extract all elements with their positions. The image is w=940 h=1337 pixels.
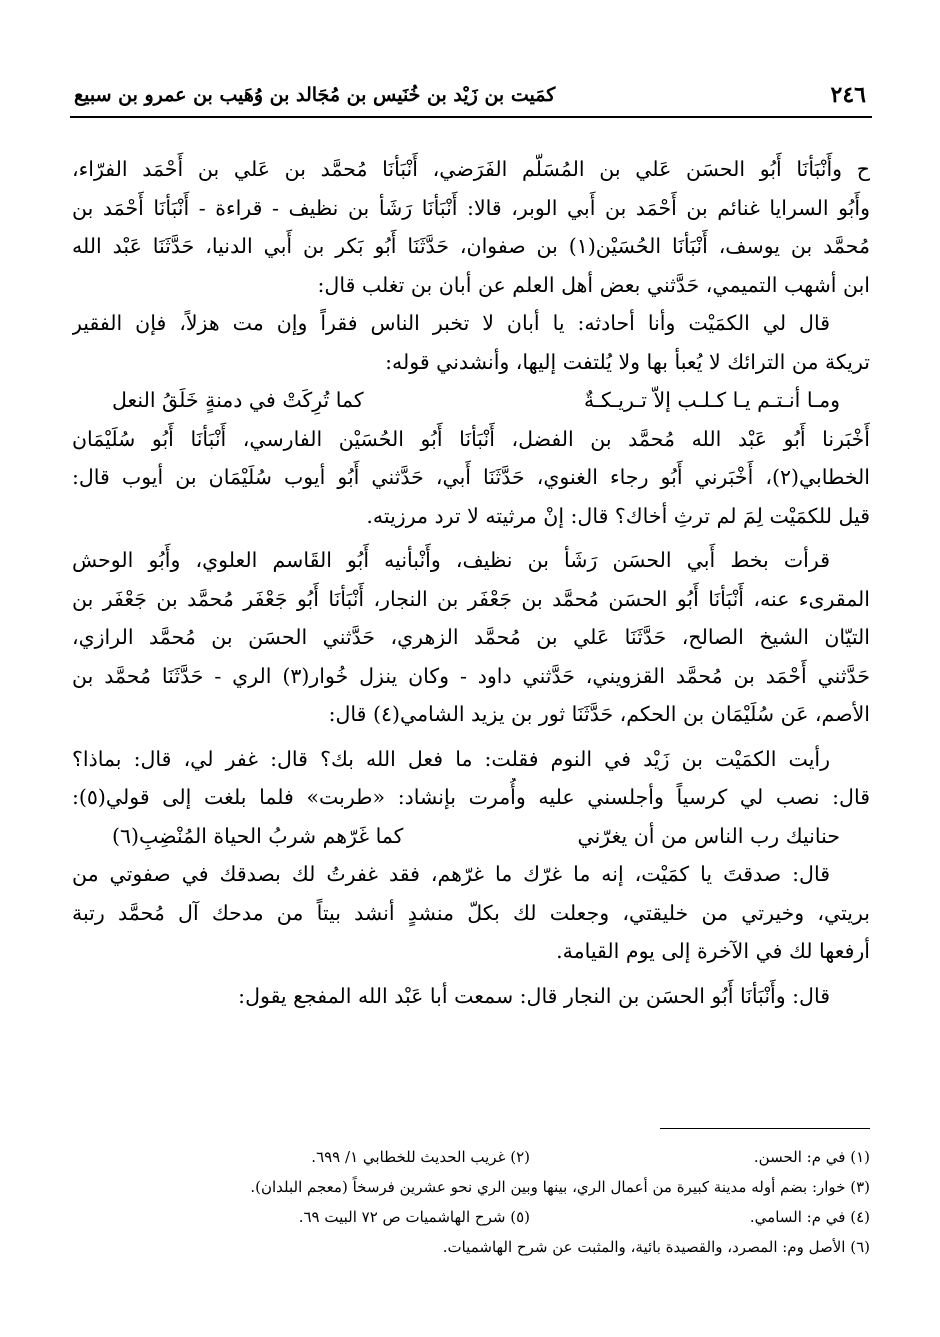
- text-line: رأيت الكمَيْت بن زَيْد في النوم فقلت: ما فعل الله بك؟ قال: غفر لي، قال: بماذا؟: [72, 746, 830, 771]
- text-line: التيّان الشيخ الصالح، حَدَّثَنَا عَلي بن مُحمَّد الزهري، حَدَّثني الحسَن بن مُحمَّد الرازي،: [72, 625, 870, 649]
- page-number: ٢٤٦: [830, 82, 866, 108]
- text-line: قيل للكمَيْت لِمَ لم ترثِ أخاك؟ قال: إنْ مرثيته لا ترد مرزيته.: [366, 503, 870, 528]
- text-line: ابن أشهب التميمي، حَدَّثني بعض أهل العلم عن أبان بن تغلب قال:: [317, 272, 870, 297]
- text-line: قال: نصب لي كرسياً وأجلسني عليه وأُمرت بإنشاد: «طربت» فلما بلغت إلى قولي(٥):: [72, 785, 870, 809]
- text-line: تريكة من الترائك لا يُعبأ بها ولا يُلتفت إليها، وأنشدني قوله:: [385, 349, 870, 374]
- poem-hemistich-first: ومـا أنـتـم يـا كـلـب إلاّ تـريـكـةٌ: [583, 388, 840, 412]
- footnote-4: (٤) في م: السامي.: [749, 1208, 870, 1226]
- text-line: قال لي الكمَيْت وأنا أحادثه: يا أبان لا تخبر الناس فقراً وإن مت هزلاً، فإن الفقير: [72, 311, 830, 335]
- text-line: أرفعها لك في الآخرة إلى يوم القيامة.: [556, 939, 870, 963]
- text-line: قرأت بخط أَبي الحسَن رَشَأ بن نظيف، وأَنْبأنيه أَبُو القَاسم العلوي، وأَبُو الوحش: [72, 548, 830, 572]
- running-title: كمَيت بن زَيْد بن خُنَيس بن مُجَالد بن وُهَيب بن عمرو بن سبيع: [74, 84, 556, 106]
- footnote-row: [72, 1232, 870, 1262]
- page-header: [70, 76, 872, 118]
- poem-verse: [72, 817, 870, 856]
- text-line: قال: وأَنْبَأنَا أَبُو الحسَن بن النجار قال: سمعت أبا عَبْد الله المفجع يقول:: [238, 983, 830, 1008]
- text-line: المقرىء عنه، أَنْبَأنَا أَبُو الحسَن مُحمَّد بن جَعْفَر بن النجار، أَنْبَأنَا أَبُو جَعْفَر مُحمَّد بن جَعْفَر بن: [72, 586, 870, 611]
- footnote-5: (٥) شرح الهاشميات ص ٧٢ البيت ٦٩.: [298, 1208, 530, 1226]
- poem-hemistich-second: كما غَرّهم شربُ الحياة المُنْضِبِ(٦): [112, 823, 404, 848]
- footnote-row: [72, 1202, 870, 1232]
- poem-hemistich-second: كما تُرِكَتْ في دمنةٍ خَلَقُ النعل: [112, 388, 364, 412]
- text-line: الأصم، عَن سُلَيْمَان بن الحكم، حَدَّثَنَا ثور بن يزيد الشامي(٤) قال:: [328, 702, 870, 726]
- text-line: قال: صدقتَ يا كمَيْت، إنه ما غرّك ما غرّهم، فقد غفرتُ لك بصدقك في صفوتي من: [72, 862, 830, 886]
- poem-hemistich-first: حنانيك رب الناس من أن يغرّني: [577, 823, 840, 848]
- text-line: الخطابي(٢)، أَخْبَرني أَبُو رجاء الغنوي، حَدَّثَنَا أَبي، حَدَّثني أَبُو أيوب سُلَيْمَان بن أيوب قال:: [72, 465, 870, 489]
- main-text: [72, 150, 870, 1015]
- footnote-6: (٦) الأصل وم: المصرد، والقصيدة بائية، والمثبت عن شرح الهاشميات.: [442, 1238, 870, 1256]
- footnote-1: (١) في م: الحسن.: [753, 1148, 870, 1166]
- poem-verse: [72, 381, 870, 420]
- text-line: حَدَّثني أَحْمَد بن مُحمَّد القزويني، حَدَّثني داود - وكان ينزل خُوار(٣) الري - حَدَّثَنَا مُحمَّد بن: [72, 663, 870, 688]
- text-line: بريتي، وخيرتي من خليقتي، وجعلت لك بكلّ منشدٍ أنشد بيتاً من مدحك آل مُحمَّد رتبة: [72, 900, 870, 925]
- footnote-3: (٣) خوار: بضم أوله مدينة كبيرة من أعمال الري، بينها وبين الري نحو عشرين فرسخاً (معجم البلدان).: [250, 1178, 870, 1196]
- footnote-row: [72, 1142, 870, 1172]
- text-line: ح وأَنْبَأنَا أَبُو الحسَن عَلي بن المُسَلّم الفَرَضي، أَنْبَأنَا مُحمَّد بن عَلي بن أَحْمَد الفرّاء،: [72, 157, 870, 181]
- text-line: مُحمَّد بن يوسف، أَنْبَأنَا الحُسَيْن(١) بن صفوان، حَدَّثَنَا أَبُو بَكر بن أَبي الدنيا، حَدَّثَنَا عَبْد الله: [72, 234, 870, 258]
- footnote-separator: [660, 1128, 870, 1129]
- text-line: أَخْبَرنا أَبُو عَبْد الله مُحمَّد بن الفضل، أَنْبَأنَا أَبُو الحُسَيْن الفارسي، أَنْبَأنَا أَبُو سُلَيْمَان: [72, 426, 870, 451]
- text-line: وأَبُو السرايا غنائم بن أَحْمَد بن أَبي الوبر، قالا: أَنْبَأنَا رَشَأ بن نظيف - قراءة - أَنْبَأنَا أَحْمَد بن: [72, 195, 870, 220]
- footnote-row: [72, 1172, 870, 1202]
- footnote-2: (٢) غريب الحديث للخطابي ١/ ٦٩٩.: [311, 1148, 530, 1166]
